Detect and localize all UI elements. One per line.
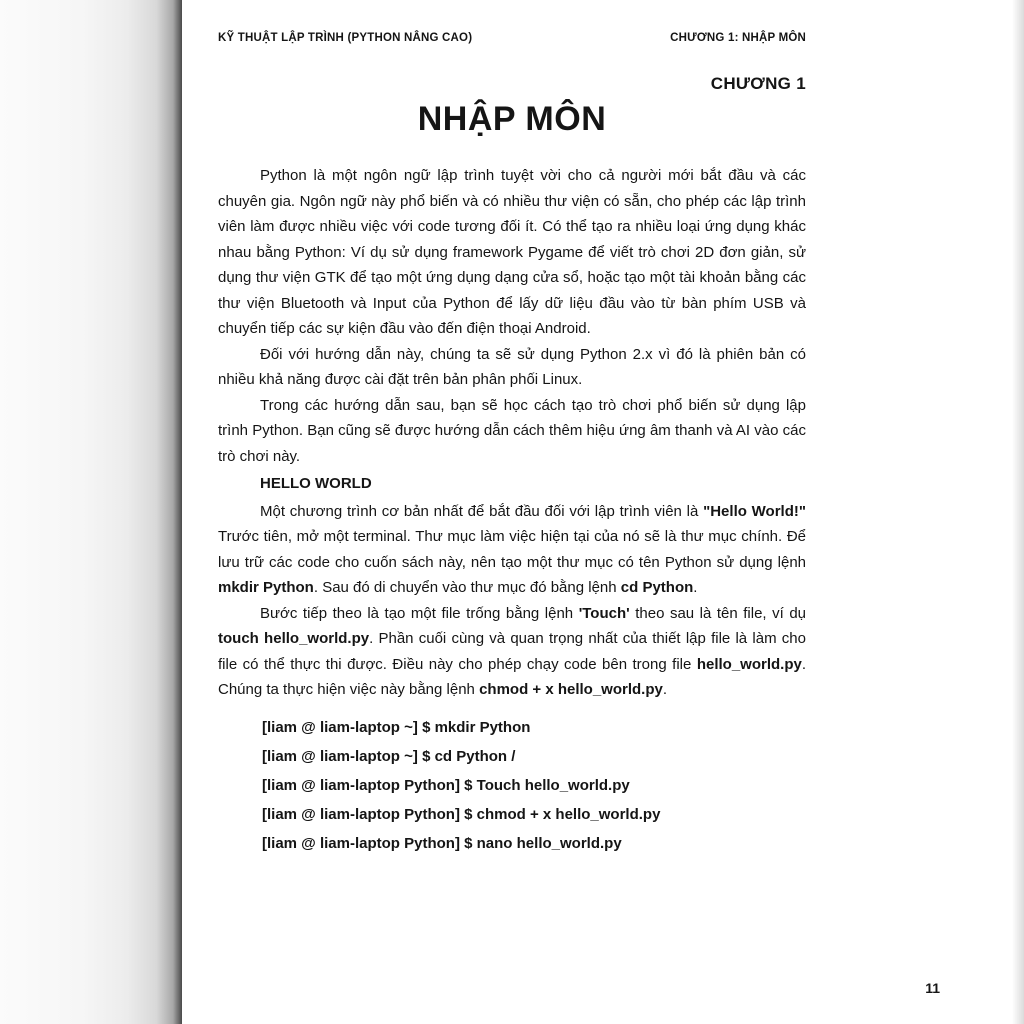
chapter-title: NHẬP MÔN: [417, 100, 607, 138]
inline-bold-text: chmod + x hello_world.py: [479, 681, 663, 698]
page-edge-shadow: [1012, 0, 1024, 1024]
inline-text: . Chúng ta thực hiện việc này bằng lệnh: [218, 655, 806, 698]
book-binding-shadow: [0, 0, 182, 1024]
command-line-chmod: [liam @ liam-laptop Python] $ chmod + x hello_world.py: [262, 805, 661, 823]
inline-text: Đối với hướng dẫn này, chúng ta sẽ sử dụng Python 2.x vì đó là phiên bản có nhiều khả năng được cài đặt trên bản phân phối Linux.: [218, 345, 806, 388]
command-line-nano: [liam @ liam-laptop Python] $ nano hello_world.py: [262, 834, 622, 852]
page-number: 11: [925, 980, 940, 996]
page-content: [218, 32, 806, 858]
running-header-left: KỸ THUẬT LẬP TRÌNH (PYTHON NÂNG CAO): [218, 32, 473, 44]
inline-text: . Phần cuối cùng và quan trọng nhất của thiết lập file là làm cho file có thể thực thi được. Điều này cho phép chạy code bên trong file: [218, 630, 806, 673]
body-text: [218, 163, 806, 858]
paragraph-tutorials: [218, 393, 806, 470]
inline-text: Trước tiên, mở một terminal. Thư mục làm việc hiện tại của nó sẽ là thư mục chính. Để lưu trữ các code cho cuốn sách này, nên tạo một thư mục có tên Python sử dụng lệnh: [218, 528, 806, 571]
inline-text: theo sau là tên file, ví dụ: [629, 604, 807, 622]
inline-bold-text: 'Touch': [578, 604, 630, 622]
inline-bold-text: mkdir Python: [218, 579, 314, 596]
paragraph-touch-chmod: [218, 601, 806, 703]
running-header-right: CHƯƠNG 1: NHẬP MÔN: [670, 32, 806, 44]
paragraph-hello-world: [218, 499, 806, 601]
section-heading-hello-world: HELLO WORLD: [260, 475, 372, 492]
inline-text: .: [693, 579, 698, 596]
command-line-cd: [liam @ liam-laptop ~] $ cd Python /: [262, 747, 516, 765]
inline-bold-text: touch hello_world.py: [218, 630, 370, 647]
command-line-touch: [liam @ liam-laptop Python] $ Touch hello_world.py: [262, 776, 630, 794]
chapter-label: CHƯƠNG 1: [710, 74, 806, 93]
inline-text: Python là một ngôn ngữ lập trình tuyệt vời cho cả người mới bắt đầu và các chuyên gia. Ngôn ngữ này phổ biến và có nhiều thư viện có sẵn, cho phép các lập trình viên làm được nhiều việc với code tương đối ít. Có thể tạo ra nhiều loại ứng dụng khác nhau bằng Python: Ví dụ sử dụng framework Pygame để viết trò chơi 2D đơn giản, sử dụng thư viện GTK để tạo một ứng dụng dạng cửa sổ, hoặc tạo một tài khoản bằng các thư viện Bluetooth và Input của Python để lấy dữ liệu đầu vào từ bàn phím USB và chuyển tiếp các sự kiện đầu vào đến điện thoại Android.: [218, 167, 806, 337]
command-line-mkdir: [liam @ liam-laptop ~] $ mkdir Python: [262, 718, 531, 736]
inline-bold-text: "Hello World!": [703, 502, 806, 520]
inline-text: . Sau đó di chuyển vào thư mục đó bằng lệnh: [313, 579, 621, 596]
running-header: [218, 32, 806, 44]
inline-bold-text: cd Python: [620, 579, 694, 596]
inline-bold-text: hello_world.py: [696, 655, 802, 673]
paragraph-python-version: [218, 342, 806, 393]
inline-text: Trong các hướng dẫn sau, bạn sẽ học cách tạo trò chơi phổ biến sử dụng lập trình Python. Bạn cũng sẽ được hướng dẫn cách thêm hiệu ứng âm thanh và AI vào các trò chơi này.: [218, 396, 806, 465]
inline-text: Bước tiếp theo là tạo một file trống bằng lệnh: [260, 604, 579, 622]
terminal-commands: [218, 713, 806, 858]
paragraph-intro: [218, 163, 806, 342]
inline-text: .: [662, 681, 668, 698]
inline-text: Một chương trình cơ bản nhất để bắt đầu đối với lập trình viên là: [260, 502, 704, 520]
